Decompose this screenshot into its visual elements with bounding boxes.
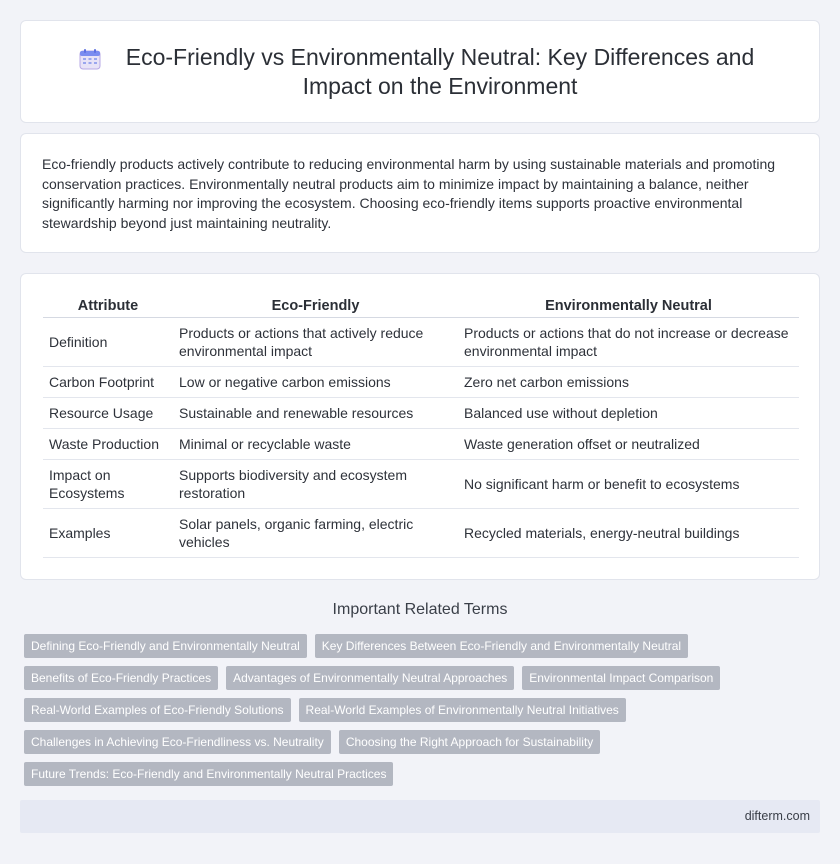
table-cell: Carbon Footprint xyxy=(43,367,173,398)
table-row xyxy=(43,398,799,429)
page-title: Eco-Friendly vs Environmentally Neutral: Key Differences and Impact on the Environment xyxy=(125,43,755,99)
intro-card xyxy=(20,133,820,253)
footer xyxy=(20,800,820,833)
table-cell: Zero net carbon emissions xyxy=(458,367,799,398)
table-cell: Products or actions that do not increase or decrease environmental impact xyxy=(458,318,799,367)
column-header-environmentally-neutral: Environmentally Neutral xyxy=(458,296,799,318)
header-card xyxy=(20,20,820,123)
related-term-link[interactable]: Future Trends: Eco-Friendly and Environmentally Neutral Practices xyxy=(24,762,393,786)
intro-paragraph: Eco-friendly products actively contribute to reducing environmental harm by using sustainable materials and promoting conservation practices. Environmentally neutral products aim to minimize impact by maintaining a balance, neither significantly harming nor improving the ecosystem. Choosing eco-friendly items supports proactive environmental stewardship beyond just maintaining neutrality. xyxy=(42,156,776,231)
table-header-row xyxy=(43,296,799,318)
related-terms-heading: Important Related Terms xyxy=(332,601,508,618)
related-term-link[interactable]: Real-World Examples of Environmentally Neutral Initiatives xyxy=(299,698,626,722)
table-cell: Definition xyxy=(43,318,173,367)
table-cell: Examples xyxy=(43,509,173,558)
table-cell: Resource Usage xyxy=(43,398,173,429)
table-cell: Impact on Ecosystems xyxy=(43,460,173,509)
related-term-link[interactable]: Defining Eco-Friendly and Environmentally Neutral xyxy=(24,634,307,658)
related-term-link[interactable]: Benefits of Eco-Friendly Practices xyxy=(24,666,218,690)
table-row xyxy=(43,509,799,558)
table-row xyxy=(43,367,799,398)
related-term-link[interactable]: Challenges in Achieving Eco-Friendliness vs. Neutrality xyxy=(24,730,331,754)
table-cell: Sustainable and renewable resources xyxy=(173,398,458,429)
table-cell: Recycled materials, energy-neutral buildings xyxy=(458,509,799,558)
column-header-eco-friendly: Eco-Friendly xyxy=(173,296,458,318)
footer-site-link[interactable]: difterm.com xyxy=(744,809,810,823)
related-terms-list xyxy=(24,634,824,794)
table-cell: Low or negative carbon emissions xyxy=(173,367,458,398)
related-term-link[interactable]: Key Differences Between Eco-Friendly and Environmentally Neutral xyxy=(315,634,688,658)
table-row xyxy=(43,318,799,367)
table-cell: Minimal or recyclable waste xyxy=(173,429,458,460)
related-term-link[interactable]: Choosing the Right Approach for Sustainability xyxy=(339,730,600,754)
table-cell: Supports biodiversity and ecosystem restoration xyxy=(173,460,458,509)
table-cell: Waste generation offset or neutralized xyxy=(458,429,799,460)
related-term-link[interactable]: Real-World Examples of Eco-Friendly Solutions xyxy=(24,698,291,722)
comparison-table xyxy=(43,296,799,558)
related-term-link[interactable]: Advantages of Environmentally Neutral Approaches xyxy=(226,666,514,690)
table-row xyxy=(43,429,799,460)
comparison-table-card xyxy=(20,273,820,580)
table-cell: No significant harm or benefit to ecosystems xyxy=(458,460,799,509)
column-header-attribute: Attribute xyxy=(43,296,173,318)
related-term-link[interactable]: Environmental Impact Comparison xyxy=(522,666,720,690)
table-cell: Balanced use without depletion xyxy=(458,398,799,429)
table-cell: Products or actions that actively reduce environmental impact xyxy=(173,318,458,367)
table-row xyxy=(43,460,799,509)
table-cell: Waste Production xyxy=(43,429,173,460)
table-cell: Solar panels, organic farming, electric vehicles xyxy=(173,509,458,558)
